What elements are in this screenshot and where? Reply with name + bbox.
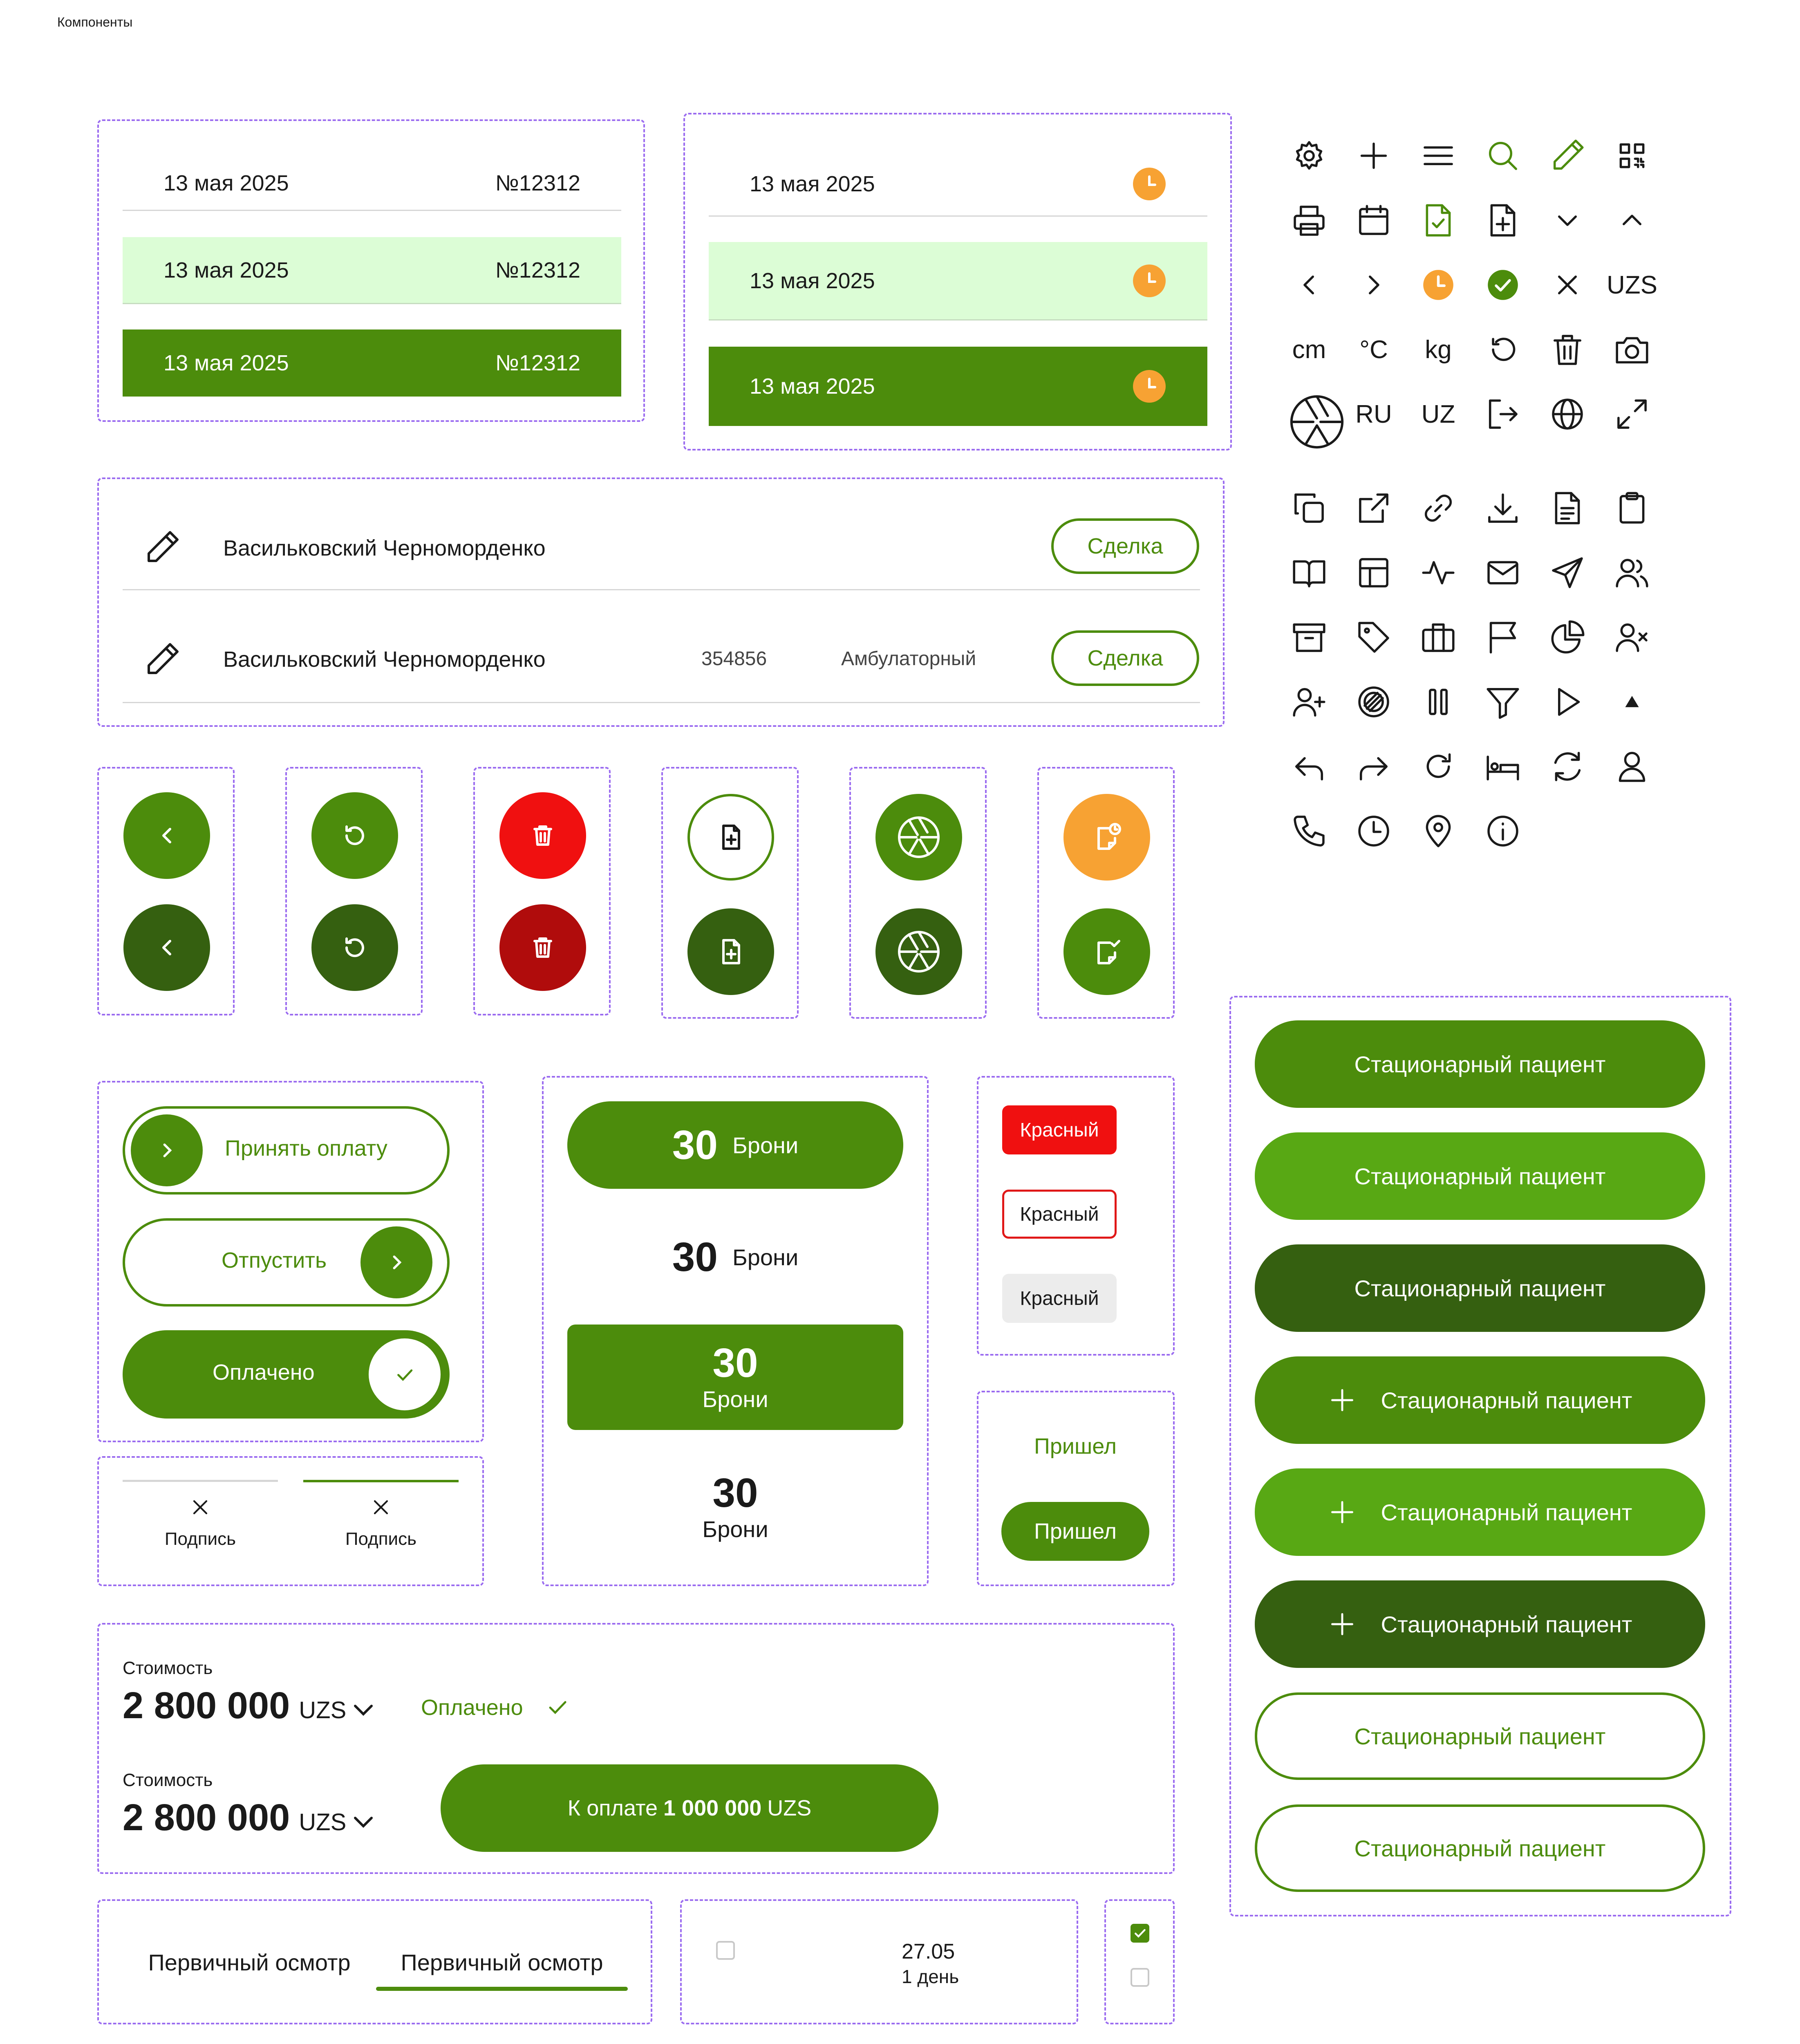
plus-icon[interactable] [1351, 133, 1396, 178]
unit-cm-icon: cm [1292, 335, 1326, 364]
archive-icon[interactable] [1287, 615, 1332, 660]
row-date: 13 мая 2025 [163, 258, 289, 282]
page-title: Компоненты [57, 15, 133, 29]
blocked-icon[interactable] [1351, 679, 1396, 724]
clipboard-icon[interactable] [1610, 486, 1654, 531]
briefcase-icon[interactable] [1416, 615, 1461, 660]
bookings-pill-plain[interactable] [567, 1213, 903, 1301]
clock-filled-icon [1416, 262, 1461, 307]
chevron-right-icon [131, 1114, 203, 1186]
pay-amount: 1 000 000 [663, 1796, 762, 1820]
arrived-text-button[interactable]: Пришел [1034, 1434, 1117, 1459]
chevron-down-icon[interactable] [1545, 198, 1590, 243]
date-value: 27.05 [902, 1940, 955, 1963]
row-date: 13 мая 2025 [163, 351, 289, 375]
clock-icon [1132, 264, 1166, 298]
forward-icon[interactable] [1351, 744, 1396, 789]
arrived-filled-button[interactable]: Пришел [1001, 1502, 1149, 1561]
document-icon[interactable] [1545, 486, 1590, 531]
copy-icon[interactable] [1287, 486, 1332, 531]
chevron-down-icon [352, 1702, 375, 1718]
tag-icon[interactable] [1351, 615, 1396, 660]
cost-amount-dropdown[interactable] [123, 1796, 375, 1839]
bookings-count: 30 [672, 1122, 718, 1168]
reply-icon[interactable] [1287, 744, 1332, 789]
user-remove-icon[interactable] [1610, 615, 1654, 660]
clock-row-default[interactable] [709, 152, 1207, 217]
cost-label: Стоимость [123, 1658, 213, 1678]
signature-label: Подпись [345, 1529, 417, 1549]
accept-payment-button[interactable] [123, 1106, 450, 1195]
paid-status-button[interactable] [123, 1330, 450, 1419]
add-file-button-pressed[interactable] [687, 908, 774, 995]
date-checkbox[interactable] [716, 1941, 735, 1960]
table-icon[interactable] [1351, 550, 1396, 595]
refresh-button-pressed[interactable] [311, 904, 398, 991]
redo-icon[interactable] [1416, 744, 1461, 789]
delete-button-pressed[interactable] [499, 904, 586, 991]
back-button-pressed[interactable] [123, 904, 210, 991]
undo-icon[interactable] [1480, 327, 1525, 372]
add-patient-button-pressed[interactable] [1255, 1580, 1705, 1668]
clock-row-hover[interactable] [709, 242, 1207, 320]
cost-currency: UZS [299, 1809, 347, 1836]
chevron-up-icon[interactable] [1610, 198, 1654, 243]
tag-gray[interactable]: Красный [1002, 1274, 1117, 1323]
deal-button[interactable]: Сделка [1051, 518, 1199, 574]
patient-button-outline[interactable]: Стационарный пациент [1255, 1692, 1705, 1780]
user-add-icon[interactable] [1287, 679, 1332, 724]
patient-button-outline-alt[interactable]: Стационарный пациент [1255, 1804, 1705, 1892]
calendar-icon[interactable] [1351, 198, 1396, 243]
check-icon [546, 1696, 569, 1719]
language-ru-icon[interactable]: RU [1355, 400, 1392, 428]
bookings-card-plain[interactable] [567, 1455, 903, 1560]
row-number: №12312 [495, 258, 580, 282]
note-clock-button[interactable] [1063, 794, 1150, 881]
plus-icon [1328, 1386, 1357, 1414]
flag-icon[interactable] [1480, 615, 1525, 660]
book-icon[interactable] [1287, 550, 1332, 595]
users-icon[interactable] [1610, 550, 1654, 595]
patient-type: Амбулаторный [841, 648, 976, 670]
close-icon[interactable] [1545, 262, 1590, 307]
send-icon[interactable] [1545, 550, 1590, 595]
language-uz-icon[interactable]: UZ [1421, 400, 1455, 428]
chevron-down-icon [352, 1814, 375, 1830]
deal-button[interactable]: Сделка [1051, 630, 1199, 686]
cost-amount: 2 800 000 [123, 1797, 290, 1838]
bookings-count: 30 [672, 1234, 718, 1280]
back-button[interactable] [123, 792, 210, 879]
clock-icon [1132, 369, 1166, 403]
close-icon[interactable] [360, 1493, 401, 1522]
clock-row-selected[interactable] [709, 347, 1207, 426]
add-patient-label: Стационарный пациент [1381, 1499, 1632, 1525]
pay-currency: UZS [767, 1796, 812, 1820]
clock-icon[interactable] [1351, 809, 1396, 854]
pay-button[interactable] [441, 1764, 938, 1852]
aperture-button[interactable] [875, 794, 962, 881]
release-button[interactable] [123, 1218, 450, 1307]
pencil-icon[interactable] [141, 527, 182, 568]
globe-icon[interactable] [1545, 392, 1590, 437]
row-date: 13 мая 2025 [750, 171, 875, 196]
menu-icon[interactable] [1416, 133, 1461, 178]
plus-icon [1328, 1498, 1357, 1526]
file-plus-icon[interactable] [1480, 198, 1525, 243]
add-patient-button[interactable] [1255, 1356, 1705, 1444]
signature-line-active [303, 1480, 459, 1482]
trash-icon[interactable] [1545, 327, 1590, 372]
add-patient-button-hover[interactable] [1255, 1468, 1705, 1556]
aperture-button-pressed[interactable] [875, 908, 962, 995]
row-number: №12312 [495, 351, 580, 375]
expand-icon[interactable] [1610, 392, 1654, 437]
pay-prefix: К оплате [567, 1796, 658, 1820]
release-label: Отпустить [222, 1248, 327, 1273]
add-patient-label: Стационарный пациент [1381, 1611, 1632, 1637]
patient-name: Васильковский Черноморденко [223, 647, 546, 672]
bookings-pill-filled[interactable] [567, 1101, 903, 1189]
gear-icon[interactable] [1287, 133, 1332, 178]
note-check-button[interactable] [1063, 908, 1150, 995]
signature-label: Подпись [164, 1529, 236, 1549]
pencil-icon[interactable] [1545, 133, 1590, 178]
patient-name: Васильковский Черноморденко [223, 536, 546, 560]
tag-red-filled[interactable]: Красный [1002, 1105, 1117, 1154]
bookings-card-filled[interactable] [567, 1325, 903, 1430]
mail-icon[interactable] [1480, 550, 1525, 595]
info-icon[interactable] [1480, 809, 1525, 854]
refresh-button[interactable] [311, 792, 398, 879]
bookings-label: Брони [732, 1132, 799, 1158]
cost-currency: UZS [299, 1697, 347, 1724]
pie-chart-icon[interactable] [1545, 615, 1590, 660]
tab-active-indicator [376, 1987, 628, 1991]
unit-celsius-icon: °C [1359, 335, 1388, 364]
currency-uzs-icon: UZS [1607, 271, 1657, 299]
printer-icon[interactable] [1287, 198, 1332, 243]
list-row-hover[interactable] [123, 237, 621, 304]
pause-icon[interactable] [1416, 679, 1461, 724]
paid-status-text: Оплачено [421, 1695, 523, 1720]
chevron-right-icon [360, 1226, 432, 1298]
qr-code-icon[interactable] [1610, 133, 1654, 178]
location-pin-icon[interactable] [1416, 809, 1461, 854]
bookings-label: Брони [702, 1386, 768, 1412]
triangle-up-icon[interactable] [1610, 679, 1654, 724]
close-icon[interactable] [180, 1493, 221, 1522]
date-duration: 1 день [902, 1966, 959, 1987]
checkbox-unchecked[interactable] [1131, 1968, 1149, 1987]
pencil-icon[interactable] [141, 639, 182, 680]
external-link-icon[interactable] [1351, 486, 1396, 531]
bookings-count: 30 [712, 1340, 758, 1386]
activity-icon[interactable] [1416, 550, 1461, 595]
delete-button[interactable] [499, 792, 586, 879]
bookings-label: Брони [732, 1244, 799, 1270]
camera-icon[interactable] [1610, 327, 1654, 372]
file-check-icon[interactable] [1416, 198, 1461, 243]
accept-payment-label: Принять оплату [225, 1136, 387, 1161]
user-icon[interactable] [1610, 744, 1654, 789]
date-cell-group [680, 1899, 1078, 2024]
checkbox-checked[interactable] [1131, 1924, 1149, 1943]
list-row-selected[interactable] [123, 329, 621, 397]
download-icon[interactable] [1480, 486, 1525, 531]
patient-button-hover[interactable]: Стационарный пациент [1255, 1132, 1705, 1220]
row-date: 13 мая 2025 [750, 268, 875, 293]
aperture-icon[interactable] [1287, 392, 1347, 452]
check-circle-icon [1480, 262, 1525, 307]
logout-icon[interactable] [1480, 392, 1525, 437]
search-icon[interactable] [1480, 133, 1525, 178]
unit-kg-icon: kg [1425, 335, 1452, 364]
bookings-count: 30 [712, 1470, 758, 1516]
cost-amount-dropdown[interactable] [123, 1684, 375, 1727]
add-file-button[interactable] [687, 794, 774, 881]
paid-label: Оплачено [213, 1360, 315, 1385]
signature-group [97, 1456, 484, 1586]
tab-exam[interactable]: Первичный осмотр [148, 1949, 351, 1975]
row-number: №12312 [495, 170, 580, 195]
list-row-default[interactable] [123, 156, 621, 211]
check-icon [369, 1338, 441, 1410]
sync-icon[interactable] [1545, 744, 1590, 789]
cost-amount: 2 800 000 [123, 1685, 290, 1726]
signature-line-empty [123, 1480, 278, 1482]
clock-icon [1132, 167, 1166, 201]
patient-id: 354856 [701, 648, 767, 670]
filter-icon[interactable] [1480, 679, 1525, 724]
chevron-left-icon[interactable] [1287, 262, 1332, 307]
tag-red-outline[interactable]: Красный [1002, 1190, 1117, 1239]
checkbox-group [1104, 1899, 1175, 2024]
phone-icon[interactable] [1287, 809, 1332, 854]
patient-button-pressed[interactable]: Стационарный пациент [1255, 1244, 1705, 1332]
patient-button[interactable]: Стационарный пациент [1255, 1020, 1705, 1108]
add-patient-label: Стационарный пациент [1381, 1387, 1632, 1413]
row-date: 13 мая 2025 [750, 374, 875, 399]
link-icon[interactable] [1416, 486, 1461, 531]
play-icon[interactable] [1545, 679, 1590, 724]
tab-exam-active[interactable]: Первичный осмотр [401, 1949, 603, 1975]
bookings-label: Брони [702, 1516, 768, 1542]
bed-icon[interactable] [1480, 744, 1525, 789]
cost-label: Стоимость [123, 1770, 213, 1790]
row-date: 13 мая 2025 [163, 170, 289, 195]
chevron-right-icon[interactable] [1351, 262, 1396, 307]
plus-icon [1328, 1610, 1357, 1638]
